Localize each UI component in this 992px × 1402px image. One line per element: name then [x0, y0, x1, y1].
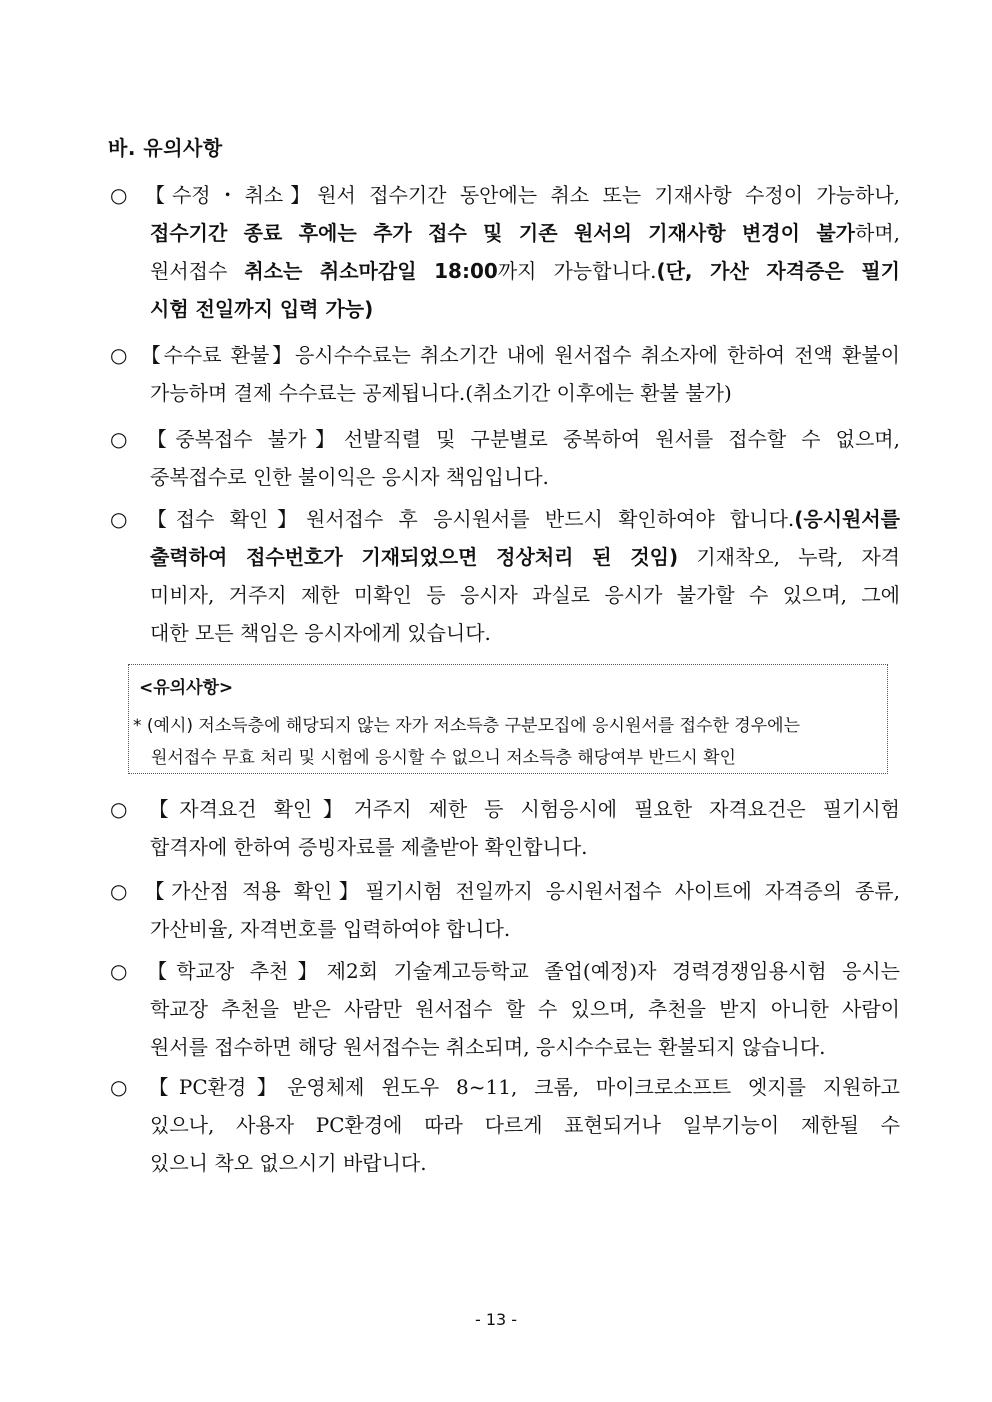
item-line	[110, 1028, 900, 1066]
circle-bullet-icon: ○	[110, 343, 128, 367]
body-text: 원서접수 후 응시원서를 반드시 확인하여야 합니다.	[306, 507, 795, 531]
notice-line: 원서접수 무효 처리 및 시험에 응시할 수 없으니 저소득층 해당여부 반드시 확인	[151, 748, 736, 768]
notice-line: * (예시) 저소득층에 해당되지 않는 자가 저소득층 구분모집에 응시원서를 접수한 경우에는	[133, 716, 800, 736]
body-text: 있으나, 사용자 PC환경에 따라 다르게 표현되거나 일부기능이 제한될 수	[150, 1113, 900, 1137]
notice-item	[110, 176, 900, 328]
item-tag: 【수정・취소】	[138, 183, 318, 207]
notice-item	[110, 336, 900, 412]
emphasized-text: 출력하여 접수번호가 기재되었으면 정상처리 된 것임)	[150, 545, 679, 569]
item-line	[110, 458, 900, 496]
body-text: 가산비율, 자격번호를 입력하여야 합니다.	[150, 917, 511, 941]
item-line	[110, 1068, 900, 1106]
item-line	[110, 872, 900, 910]
body-text: 선발직렬 및 구분별로 중복하여 원서를 접수할 수 없으며,	[343, 427, 900, 451]
item-line	[110, 1144, 900, 1182]
body-text: 있으니 착오 없으시기 바랍니다.	[150, 1151, 427, 1175]
item-line	[110, 952, 900, 990]
item-line	[110, 614, 900, 652]
body-text: 합격자에 한하여 증빙자료를 제출받아 확인합니다.	[150, 835, 588, 859]
notice-item	[110, 500, 900, 652]
emphasized-text: 접수기간 종료 후에는 추가 접수 및 기존 원서의 기재사항 변경이 불가	[150, 221, 855, 245]
item-line	[110, 290, 900, 328]
notice-title: <유의사항>	[139, 678, 234, 698]
notice-item	[110, 872, 900, 948]
body-text: 기재착오, 누락, 자격	[678, 545, 900, 569]
item-tag: 【가산점 적용 확인】	[138, 879, 366, 903]
notice-item	[110, 1068, 900, 1182]
emphasized-text: (응시원서를	[794, 507, 900, 531]
body-text: 거주지 제한 등 시험응시에 필요한 자격요건은 필기시험	[353, 797, 900, 821]
notice-item	[110, 952, 900, 1066]
body-text: 대한 모든 책임은 응시자에게 있습니다.	[150, 621, 491, 645]
circle-bullet-icon: ○	[110, 183, 128, 207]
item-line	[110, 214, 900, 252]
body-text: 원서접수	[150, 259, 245, 283]
item-tag: 【학교장 추천】	[138, 959, 327, 983]
notice-item	[110, 420, 900, 496]
item-tag: 【수수료 환불】	[138, 343, 295, 367]
body-text: 가능하며 결제 수수료는 공제됩니다.(취소기간 이후에는 환불 불가)	[150, 381, 732, 405]
emphasized-text: 시험 전일까지 입력 가능)	[150, 297, 374, 321]
circle-bullet-icon: ○	[110, 507, 128, 531]
emphasized-text: (단, 가산 자격증은 필기	[656, 259, 900, 283]
item-tag: 【PC환경】	[138, 1075, 288, 1099]
body-text: 응시수수료는 취소기간 내에 원서접수 취소자에 한하여 전액 환불이	[294, 343, 900, 367]
body-text: 운영체제 윈도우 8~11, 크롬, 마이크로소프트 엣지를 지원하고	[287, 1075, 901, 1099]
notice-box	[128, 664, 888, 774]
item-line	[110, 538, 900, 576]
item-line	[110, 990, 900, 1028]
circle-bullet-icon: ○	[110, 797, 128, 821]
item-line	[110, 374, 900, 412]
notice-item	[110, 790, 900, 866]
item-line	[110, 336, 900, 374]
item-line	[110, 500, 900, 538]
item-line	[110, 910, 900, 948]
item-line	[110, 828, 900, 866]
item-line	[110, 176, 900, 214]
body-text: 미비자, 거주지 제한 미확인 등 응시자 과실로 응시가 불가할 수 있으며, 그에	[150, 583, 900, 607]
item-tag: 【중복접수 불가】	[138, 427, 344, 451]
item-tag: 【접수 확인】	[138, 507, 307, 531]
circle-bullet-icon: ○	[110, 427, 128, 451]
body-text: 원서를 접수하면 해당 원서접수는 취소되며, 응시수수료는 환불되지 않습니다.	[150, 1035, 826, 1059]
item-line	[110, 252, 900, 290]
item-line	[110, 1106, 900, 1144]
circle-bullet-icon: ○	[110, 959, 128, 983]
circle-bullet-icon: ○	[110, 879, 128, 903]
body-text: 원서 접수기간 동안에는 취소 또는 기재사항 수정이 가능하나,	[317, 183, 901, 207]
item-tag: 【자격요건 확인】	[138, 797, 354, 821]
emphasized-text: 취소는 취소마감일 18:00	[244, 259, 498, 283]
item-line	[110, 790, 900, 828]
body-text: 필기시험 전일까지 응시원서접수 사이트에 자격증의 종류,	[365, 879, 900, 903]
body-text: 제2회 기술계고등학교 졸업(예정)자 경력경쟁임용시험 응시는	[326, 959, 900, 983]
circle-bullet-icon: ○	[110, 1075, 128, 1099]
item-line	[110, 576, 900, 614]
item-line	[110, 420, 900, 458]
section-title: 바. 유의사항	[108, 136, 223, 160]
body-text: 학교장 추천을 받은 사람만 원서접수 할 수 있으며, 추천을 받지 아니한 사람이	[150, 997, 900, 1021]
body-text: 까지 가능합니다.	[497, 259, 657, 283]
body-text: 하며,	[855, 221, 900, 245]
page-number: - 13 -	[474, 1310, 518, 1329]
body-text: 중복접수로 인한 불이익은 응시자 책임입니다.	[150, 465, 549, 489]
